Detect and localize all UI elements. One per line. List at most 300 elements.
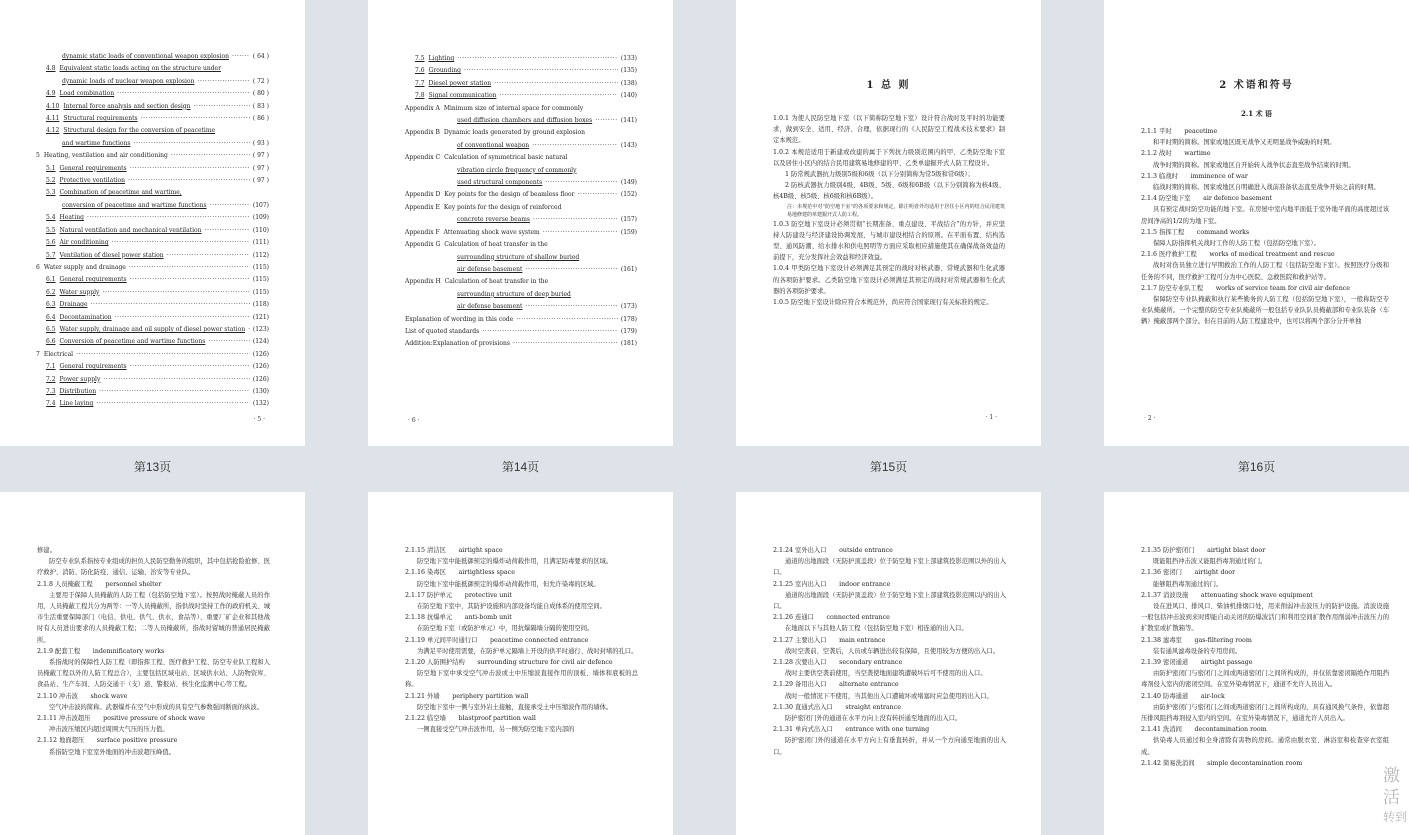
toc-entry-title: air defense basement	[457, 303, 523, 311]
toc-entry-number: 6	[36, 263, 40, 271]
toc-entry-title: General requirements	[59, 276, 127, 284]
toc-leader-dots	[525, 264, 617, 276]
toc-entry-title: Ventilation of diesel power station	[59, 251, 164, 259]
paragraph: 2.1.24 室外出入口 outside entrance	[773, 547, 893, 554]
paragraph: 能够阻挡毒剂通过的门。	[1153, 580, 1223, 588]
toc-entry[interactable]	[36, 51, 269, 63]
toc-leader-dots	[91, 299, 250, 311]
document-page-18[interactable]	[368, 492, 673, 835]
toc-entry[interactable]	[405, 152, 637, 164]
page-label-14: 第14页	[501, 460, 540, 474]
paragraph: 2.1.6 医疗救护工程 works of medical treatment and rescue	[1141, 251, 1335, 259]
toc-entry-number: 6.5	[46, 325, 56, 333]
toc-entry-number: 4.10	[46, 102, 60, 110]
toc-entry[interactable]	[36, 274, 269, 286]
paragraph: 2.1.30 直通式出入口 straight entrance	[773, 703, 901, 711]
toc-leader-dots	[595, 115, 618, 127]
toc-entry-number: 5.6	[46, 239, 56, 247]
document-page-19[interactable]	[736, 492, 1041, 835]
toc-entry-number: 4.9	[46, 90, 56, 98]
toc-entry-number: 7.4	[46, 400, 56, 408]
toc-entry-number: 6.1	[46, 276, 56, 284]
toc-entry[interactable]	[405, 289, 637, 301]
toc-entry-title: and wartime functions	[62, 139, 131, 147]
paragraph: 2.1.42 简易洗消间 simple decontamination room	[1141, 759, 1303, 767]
toc-entry-title: Line laying	[59, 400, 94, 408]
toc-entry[interactable]	[36, 138, 269, 150]
toc-page-number: ( 93 )	[252, 139, 269, 147]
toc-entry[interactable]	[405, 189, 637, 201]
paragraph: 2.1.8 人员掩蔽工程 personnel shelter	[37, 580, 162, 588]
toc-entry-title: Explanation of wording in this code	[405, 315, 514, 323]
toc-leader-dots	[516, 314, 618, 326]
toc-list	[405, 53, 637, 351]
toc-page-number: (173)	[620, 303, 637, 311]
paragraph: 2.1.36 密闭门 airtight door	[1141, 569, 1236, 577]
paragraph: 2.1.3 临战时 imminence of war	[1141, 172, 1248, 180]
paragraph: 在地面以下与其他人防工程（包括防空地下室）相连通的出入口。	[785, 625, 968, 633]
toc-page-number: (123)	[252, 325, 269, 333]
toc-leader-dots	[99, 386, 250, 398]
paragraph: 2.1.25 室内出入口 indoor entrance	[773, 580, 891, 588]
paragraph: 在防空地下室（或防护单元）中，用抗爆隔墙分隔的使用空间。	[417, 625, 594, 633]
toc-entry-number: 7.2	[46, 375, 56, 383]
toc-entry[interactable]	[36, 361, 269, 373]
paragraph: 2.1.9 配套工程 indemnificatory works	[37, 647, 165, 655]
paragraph: 主要用于保障人员掩蔽的人防工程（包括防空地下室）。按照战时掩蔽人员的作用，人员掩蔽工程共分为两等：一等人员掩蔽所，指供战时坚持工作的政府机关、城市生活重要保障部门（电信、供电、供气、供水、食品等）、重要厂矿企业和其他战时有人员进出要求的人员掩蔽工程；二等人员掩蔽所，指战时留城的普通居民掩蔽所。	[37, 591, 270, 644]
toc-page-number: (130)	[252, 387, 269, 395]
toc-entry-title: General requirements	[59, 164, 127, 172]
toc-entry-title: surrounding structure of shallow buried	[457, 253, 580, 261]
toc-leader-dots	[499, 90, 617, 102]
paragraph: 2.1.29 备用出入口 alternate entrance	[773, 681, 899, 689]
paragraph: 1.0.3 防空地下室设计必须贯彻“长期准备、重点建设、平战结合”的方针，并应坚持人防建设与经济建设协调发展、与城市建设相结合的原则。在平面布置、结构选型、通风防潮、给水排水和供电照明等方面应采取相应措施使其在确保战备效益的前提下，充分发挥社会效益和经济效益。	[773, 220, 1005, 262]
toc-page-number: (181)	[620, 340, 637, 348]
toc-entry-title: Calculation of symmetrical basic natural	[444, 154, 568, 162]
chapter-title: 2 术语和符号	[1219, 80, 1294, 91]
paragraph: 防护密闭门外的通道在水平方向上有垂直转折，并从一个方向通至地面的出入口。	[773, 737, 1006, 756]
toc-entry-number: 4.8	[46, 65, 56, 73]
toc-entry-number: 6.4	[46, 313, 56, 321]
toc-entry-title: dynamic loads of nuclear weapon explosion	[62, 77, 195, 85]
toc-entry-title: Internal force analysis and section design	[63, 102, 191, 110]
toc-entry-title: used structural components	[457, 179, 543, 187]
toc-entry-number: 7.5	[415, 55, 425, 62]
paragraph: 为满足平时使用需要，在防护单元隔墙上开设的供平时通行、战时封堵的孔口。	[417, 647, 638, 655]
paragraph: 防空地下室中一侧与室外岩土接触，直接承受土中压缩波作用的墙体。	[417, 703, 613, 711]
document-page-17[interactable]	[0, 492, 305, 835]
toc-entry-number: 4.11	[46, 115, 60, 123]
paragraph: 一侧直接受空气冲击波作用，另一侧为防空地下室内部的	[417, 726, 575, 734]
toc-entry[interactable]	[36, 212, 269, 224]
paragraph: 1.0.4 甲类防空地下室设计必须满足其预定的战时对核武器、常规武器和生化武器的各项防护要求。乙类防空地下室设计必须满足其预定的战时对常规武器和生化武器的各项防护要求。	[773, 265, 1005, 295]
toc-page-number: (143)	[620, 141, 637, 149]
toc-leader-dots	[577, 189, 617, 201]
toc-entry[interactable]	[36, 349, 269, 361]
toc-entry[interactable]	[405, 165, 637, 177]
toc-entry-number: 7.3	[46, 387, 56, 395]
page-label-15: 第15页	[869, 460, 908, 474]
toc-entry-title: General requirements	[59, 363, 127, 371]
paragraph: 通道的出地面段（无防护顶盖段）位于防空地下室上部建筑投影范围以外的出入口。	[773, 558, 1006, 577]
toc-leader-dots	[513, 338, 618, 350]
toc-page-number: (179)	[620, 327, 637, 335]
toc-entry[interactable]	[36, 250, 269, 262]
toc-list	[36, 51, 269, 411]
toc-entry-title: Dynamic loads generated by ground explosion	[443, 129, 586, 137]
paragraph: 2.1.28 次要出入口 secondary entrance	[773, 659, 903, 667]
paragraph: 2.1.26 连通口 connected entrance	[773, 614, 890, 622]
toc-page-number: (126)	[252, 363, 269, 371]
toc-entry-number: 5.7	[46, 251, 56, 259]
toc-page-number: (115)	[252, 288, 269, 296]
paragraph: 战时一般情况下不使用，当其他出入口遭破坏或堵塞时应急使用的出入口。	[785, 692, 993, 700]
paragraph: 2.1.17 防护单元 protective unit	[405, 591, 512, 599]
toc-leader-dots	[76, 349, 250, 361]
toc-entry[interactable]	[405, 90, 637, 102]
paragraph: 1.0.5 防空地下室设计除应符合本规范外，尚应符合国家现行有关标准的规定。	[773, 299, 993, 307]
paragraph: 战时主要供空袭前使用，当空袭使地面建筑遭破坏后可不使用的出入口。	[785, 670, 987, 678]
paragraph: 系指战时的保障性人防工程（即指挥工程、医疗救护工程、防空专业队工程和人员掩蔽工程以外的人防工程总合），主要包括区域电站、区域供水站、人防物资库、食品站、生产车间、人防交通干（支）道、警报站、核生化监测中心等工程。	[37, 659, 270, 689]
paragraph: 由防护密闭门与密闭门之间或两道密闭门之间所构成的，并仅依靠密闭隔绝作用阻挡毒剂侵入室内的密闭空间。在室外染毒情况下，通道不允许人员出入。	[1141, 670, 1389, 689]
paragraph: 2 防核武器抗力级别4级、4B级、5级、6级和6B级（以下分别简称为核4级、核4B级、核5级、核6级和核6B级）。	[773, 182, 1005, 201]
toc-entry-title: Load combination	[59, 90, 115, 98]
toc-entry-title: Key points for the design of reinforced	[443, 203, 562, 211]
toc-page-number: (107)	[252, 201, 269, 209]
toc-leader-dots	[130, 361, 250, 373]
page-folio: · 1 ·	[985, 414, 997, 421]
toc-entry[interactable]	[405, 127, 637, 139]
toc-entry-number: 5.1	[46, 164, 56, 172]
body-text	[773, 113, 1005, 308]
toc-entry[interactable]	[36, 88, 269, 100]
toc-leader-dots	[141, 113, 250, 125]
body-text	[37, 545, 270, 758]
toc-page-number: (112)	[252, 251, 269, 259]
toc-entry-title: Calculation of heat transfer in the	[444, 278, 549, 286]
toc-entry-title: Lighting	[428, 55, 455, 62]
paragraph: 2.1.40 防毒通道 air-lock	[1141, 692, 1225, 700]
toc-entry-number: 5	[36, 152, 40, 160]
toc-entry-title: surrounding structure of deep buried	[457, 290, 571, 298]
paragraph: 防空地下室中能抵御预定的爆炸动荷载作用，但允许染毒的区域。	[417, 580, 600, 588]
toc-entry[interactable]	[36, 163, 269, 175]
paragraph: 战时对伤员独立进行早期救治工作的人防工程（包括防空地下室）。按照医疗分级和任务的不同，医疗救护工程可分为中心医院、急救医院和救护站等。	[1141, 262, 1389, 281]
document-page-13[interactable]	[0, 0, 305, 446]
toc-entry[interactable]	[36, 113, 269, 125]
toc-entry[interactable]	[405, 65, 637, 77]
toc-entry-number: Appendix F	[405, 228, 440, 236]
paragraph: 2.1.12 地面超压 surface positive pressure	[37, 737, 178, 745]
toc-entry-title: Water supply	[59, 288, 100, 296]
toc-entry-title: of conventional weapon	[457, 141, 530, 149]
paragraph: 2.1.15 清洁区 airtight space	[405, 547, 503, 554]
toc-entry[interactable]	[36, 336, 269, 348]
paragraph: 冲击波压缩区内超过周围大气压的压力值。	[49, 726, 169, 734]
toc-entry-number: 6.2	[46, 288, 56, 296]
paragraph: 防护密闭门外的通道在水平方向上没有转折通至地面的出入口。	[785, 715, 962, 723]
body-text	[1141, 126, 1389, 328]
toc-entry-title: Natural ventilation and mechanical ventilation	[59, 226, 202, 234]
toc-leader-dots	[232, 51, 250, 63]
paragraph: 和平时期的简称。国家或地区既无战争又无明显战争威胁的时期。	[1153, 139, 1336, 147]
paragraph: 具有预定战时防空功能的地下室。在房屋中室内地平面低于室外地平面的高度超过该房间净高的1/2的为地下室。	[1141, 206, 1389, 225]
toc-entry[interactable]	[36, 200, 269, 212]
toc-entry[interactable]	[36, 398, 269, 410]
toc-entry-title: Key points for the design of beamless floor	[444, 191, 575, 199]
toc-page-number: (135)	[620, 67, 637, 75]
toc-entry[interactable]	[405, 227, 637, 239]
toc-entry[interactable]	[405, 301, 637, 313]
toc-page-number: (140)	[620, 92, 637, 100]
paragraph: 2.1.7 防空专业队工程 works of service team for civil air defence	[1141, 284, 1350, 292]
toc-entry-number: 7.6	[415, 67, 425, 75]
toc-entry-title: Equivalent static loads acting on the structure under	[59, 65, 221, 73]
toc-leader-dots	[482, 326, 618, 338]
body-text	[773, 545, 1006, 758]
toc-entry[interactable]	[405, 276, 637, 288]
toc-entry-title: Protective ventilation	[59, 177, 126, 185]
toc-entry[interactable]	[36, 237, 269, 249]
toc-entry-number: 5.4	[46, 214, 56, 222]
watermark-line-1: 激活	[1383, 766, 1400, 807]
toc-page-number: (157)	[620, 216, 637, 224]
toc-entry[interactable]	[36, 101, 269, 113]
toc-entry[interactable]	[36, 312, 269, 324]
toc-entry[interactable]	[405, 252, 637, 264]
paragraph: 2.1.2 战时 wartime	[1141, 150, 1211, 158]
paragraph: 2.1.38 滤毒室 gas-filtering room	[1141, 636, 1252, 644]
toc-entry[interactable]	[405, 314, 637, 326]
toc-entry-number: 7.1	[46, 363, 56, 371]
toc-entry[interactable]	[405, 239, 637, 251]
toc-page-number: (121)	[252, 313, 269, 321]
toc-entry-title: Heating, ventilation and air conditioning	[43, 152, 168, 160]
toc-entry-title: Water supply and drainage	[43, 263, 126, 271]
paragraph: 2.1.39 密闭通道 airtight passage	[1141, 659, 1253, 667]
toc-page-number: ( 80 )	[252, 90, 269, 98]
paragraph: 2.1.37 消波设施 attenuating shock wave equipment	[1141, 591, 1313, 599]
toc-entry-title: conversion of peacetime and wartime functions	[62, 201, 207, 209]
paragraph: 2.1.20 人防围护结构 surrounding structure for civil air defence	[405, 659, 613, 667]
toc-leader-dots	[87, 212, 250, 224]
toc-entry[interactable]	[36, 76, 269, 88]
toc-entry[interactable]	[405, 53, 637, 65]
toc-entry-number: 7.7	[415, 79, 425, 87]
toc-entry[interactable]	[405, 202, 637, 214]
toc-page-number: (126)	[252, 375, 269, 383]
toc-entry-title: Electrical	[43, 350, 74, 358]
toc-entry-number: Appendix C	[405, 154, 441, 162]
toc-leader-dots	[129, 262, 250, 274]
toc-page-number: (126)	[252, 350, 269, 358]
toc-entry[interactable]	[36, 150, 269, 162]
paragraph: 2.1.35 防护密闭门 airtight blast door	[1141, 547, 1266, 554]
paragraph: 保障人防指挥机关战时工作的人防工程（包括防空地下室）。	[1153, 240, 1320, 248]
paragraph: 2.1.19 单元间平时通行口 peacetime connected entrance	[405, 636, 589, 644]
toc-leader-dots	[130, 274, 250, 286]
toc-page-number: (132)	[252, 400, 269, 408]
paragraph: 通道的出地面段（无防护顶盖段）位于防空地下室上部建筑投影范围以内的出入口。	[773, 591, 1006, 611]
note-text: 注：本规范中对“防空地下室”的各项要求和规定，除注明者外均适用于居住小区内的结合民用建筑易地修建的单建掘开式人防工程。	[787, 203, 1005, 218]
toc-entry-title: Conversion of peacetime and wartime functions	[59, 338, 206, 346]
toc-leader-dots	[197, 76, 249, 88]
page-label-13: 第13页	[133, 460, 172, 474]
toc-leader-dots	[102, 287, 249, 299]
paragraph: 系指防空地下室室外地面的冲击波超压峰值。	[49, 748, 175, 756]
paragraph: 临战时期的简称。国家或地区自明确进入战前准备状态直至战争开始之前的时期。	[1153, 184, 1380, 192]
paragraph: 1.0.1 为使人民防空地下室（以下简称防空地下室）设计符合战时及平时的功能要求，做到安全、适用、经济、合理，依据现行的《人民防空工程战术技术要求》制定本规范。	[773, 115, 1005, 145]
toc-entry-number: 6.3	[46, 301, 56, 309]
document-page-14[interactable]	[368, 0, 673, 446]
toc-leader-dots	[167, 250, 250, 262]
toc-entry-title: Minimum size of internal space for commonly	[443, 104, 584, 112]
toc-page-number: (109)	[252, 214, 269, 222]
toc-page-number: ( 83 )	[252, 102, 269, 110]
toc-leader-dots	[117, 88, 250, 100]
toc-leader-dots	[96, 398, 250, 410]
toc-entry-number: 6.6	[46, 338, 56, 346]
toc-entry[interactable]	[36, 374, 269, 386]
toc-entry[interactable]	[405, 338, 637, 350]
toc-entry-title: Structural requirements	[63, 115, 138, 123]
paragraph: 战争时期的简称。国家或地区自开始转入战争状态直至战争结束的时期。	[1153, 161, 1355, 169]
toc-leader-dots	[532, 140, 618, 152]
toc-page-number: (178)	[620, 315, 637, 323]
toc-entry-title: Diesel power station	[428, 79, 492, 87]
toc-leader-dots	[248, 324, 250, 336]
paragraph: 空气冲击波的简称。武器爆炸在空气中形成的具有空气参数强间断面的纵波。	[49, 703, 264, 711]
toc-page-number: ( 86 )	[252, 115, 269, 123]
toc-entry[interactable]	[405, 264, 637, 276]
document-page-20[interactable]	[1104, 492, 1409, 835]
toc-entry[interactable]	[36, 386, 269, 398]
toc-entry[interactable]	[36, 125, 269, 137]
paragraph: 既能阻挡冲击波又能阻挡毒剂通过的门。	[1153, 558, 1267, 566]
chapter-title: 1 总 则	[866, 80, 911, 91]
toc-page-number: (111)	[252, 239, 269, 247]
toc-leader-dots	[525, 301, 617, 313]
toc-page-number: (115)	[252, 276, 269, 284]
toc-leader-dots	[115, 312, 250, 324]
toc-entry-title: Heating	[59, 214, 84, 222]
toc-page-number: (152)	[620, 191, 637, 199]
toc-entry[interactable]	[36, 187, 269, 199]
paragraph: 2.1.27 主要出入口 main entrance	[773, 636, 886, 644]
toc-entry[interactable]	[36, 324, 269, 336]
toc-entry-title: Water supply, drainage and oil supply of diesel power station	[59, 325, 246, 333]
watermark-line-2: 转到	[1383, 810, 1408, 824]
toc-entry[interactable]	[36, 225, 269, 237]
toc-leader-dots	[533, 214, 618, 226]
toc-entry-number: Appendix E	[405, 203, 440, 211]
paragraph: 2.1.18 抗爆单元 anti-bomb unit	[405, 614, 512, 622]
body-text	[1141, 545, 1389, 769]
toc-entry-title: Decontamination	[59, 313, 112, 321]
toc-entry-number: 5.5	[46, 226, 56, 234]
toc-entry-title: air defense basement	[457, 265, 523, 273]
page-folio: · 5 ·	[253, 416, 265, 423]
toc-entry-number: 7.8	[415, 92, 425, 100]
paragraph: 2.1.21 外墙 periphery partition wall	[405, 692, 529, 700]
toc-entry-title: dynamic static loads of conventional weapon explosion	[62, 53, 230, 60]
section-title: 2.1 术 语	[1240, 109, 1273, 118]
toc-entry-number: Appendix B	[405, 129, 440, 137]
paragraph: 2.1.1 平时 peacetime	[1141, 128, 1218, 135]
toc-leader-dots	[112, 237, 250, 249]
toc-entry[interactable]	[405, 140, 637, 152]
toc-entry[interactable]	[405, 214, 637, 226]
toc-entry[interactable]	[36, 175, 269, 187]
paragraph: 装有通风滤毒设备的专用房间。	[1153, 647, 1242, 655]
toc-page-number: (133)	[620, 55, 637, 62]
document-page-16[interactable]	[1104, 0, 1409, 446]
toc-leader-dots	[128, 175, 250, 187]
toc-entry-number: Appendix D	[405, 191, 441, 199]
toc-entry-title: Structural design for the conversion of peacetime	[63, 127, 216, 135]
toc-entry-title: Calculation of heat transfer in the	[444, 241, 548, 249]
toc-page-number: (161)	[620, 265, 637, 273]
toc-leader-dots	[130, 163, 250, 175]
page-label-16: 第16页	[1237, 460, 1276, 474]
toc-entry-title: Distribution	[59, 387, 97, 395]
toc-entry-number: Appendix A	[405, 104, 440, 112]
toc-page-number: (149)	[620, 179, 637, 187]
document-page-15[interactable]	[736, 0, 1041, 446]
toc-leader-dots	[545, 177, 618, 189]
toc-entry-title: List of quoted standards	[405, 327, 480, 335]
toc-page-number: (159)	[620, 228, 637, 236]
toc-entry-title: used diffusion chambers and diffusion boxes	[457, 117, 593, 125]
toc-leader-dots	[208, 336, 250, 348]
paragraph: 1 防常规武器抗力级别5级和6级（以下分别简称为常5级和常6级）；	[785, 171, 974, 179]
paragraph: 2.1.5 指挥工程 command works	[1141, 228, 1250, 236]
paragraph: 在防空地下室中，其防护设施和内部设备均能自成体系的使用空间。	[417, 603, 606, 611]
page-folio: · 6 ·	[408, 417, 420, 424]
toc-entry[interactable]	[36, 262, 269, 274]
toc-page-number: (118)	[252, 301, 269, 309]
toc-entry[interactable]	[405, 103, 637, 115]
toc-entry-title: vibration circle frequency of commonly	[457, 166, 577, 174]
toc-entry[interactable]	[405, 78, 637, 90]
toc-page-number: ( 72 )	[252, 77, 269, 85]
activation-watermark	[1383, 765, 1409, 825]
paragraph: 防空专业队系指按专业组成的担负人民防空勤务的组织，其中包括抢险抢修、医疗救护、消防、防化防疫、通信、运输、治安等专业队。	[37, 558, 270, 577]
toc-entry[interactable]	[405, 326, 637, 338]
toc-entry-number: 5.3	[46, 189, 56, 197]
paragraph: 2.1.16 染毒区 airtightless space	[405, 569, 515, 577]
paragraph: 防空地下室中承受空气冲击波或土中压缩波直接作用的顶板、墙体和底板的总称。	[405, 670, 638, 689]
toc-entry[interactable]	[405, 115, 637, 127]
paragraph: 2.1.41 洗消间 decontamination room	[1141, 726, 1267, 734]
toc-entry[interactable]	[36, 63, 269, 75]
toc-entry[interactable]	[36, 299, 269, 311]
toc-page-number: (115)	[252, 263, 269, 271]
toc-entry-title: Combination of peacetime and wartime,	[59, 189, 182, 197]
toc-entry[interactable]	[36, 287, 269, 299]
toc-page-number: (138)	[620, 79, 637, 87]
toc-leader-dots	[494, 78, 618, 90]
toc-entry-title: Grounding	[428, 67, 462, 75]
paragraph: 战时空袭前、空袭后，人员或车辆进出较有保障，且使用较为方便的出入口。	[785, 647, 1000, 655]
toc-entry-number: 4.12	[46, 127, 60, 135]
toc-page-number: (110)	[252, 226, 269, 234]
toc-entry[interactable]	[405, 177, 637, 189]
paragraph: 设在进风口、排风口、柴油机排烟口处，用来削弱冲击波压力的防护设施。消波设施一般包括冲击波到来时即能自动关闭的防爆波活门和利用空间扩散作用削弱冲击波压力的扩散室或扩散箱等。	[1141, 603, 1389, 633]
toc-leader-dots	[543, 227, 618, 239]
toc-entry-title: Air conditioning	[59, 239, 109, 247]
toc-leader-dots	[133, 138, 249, 150]
